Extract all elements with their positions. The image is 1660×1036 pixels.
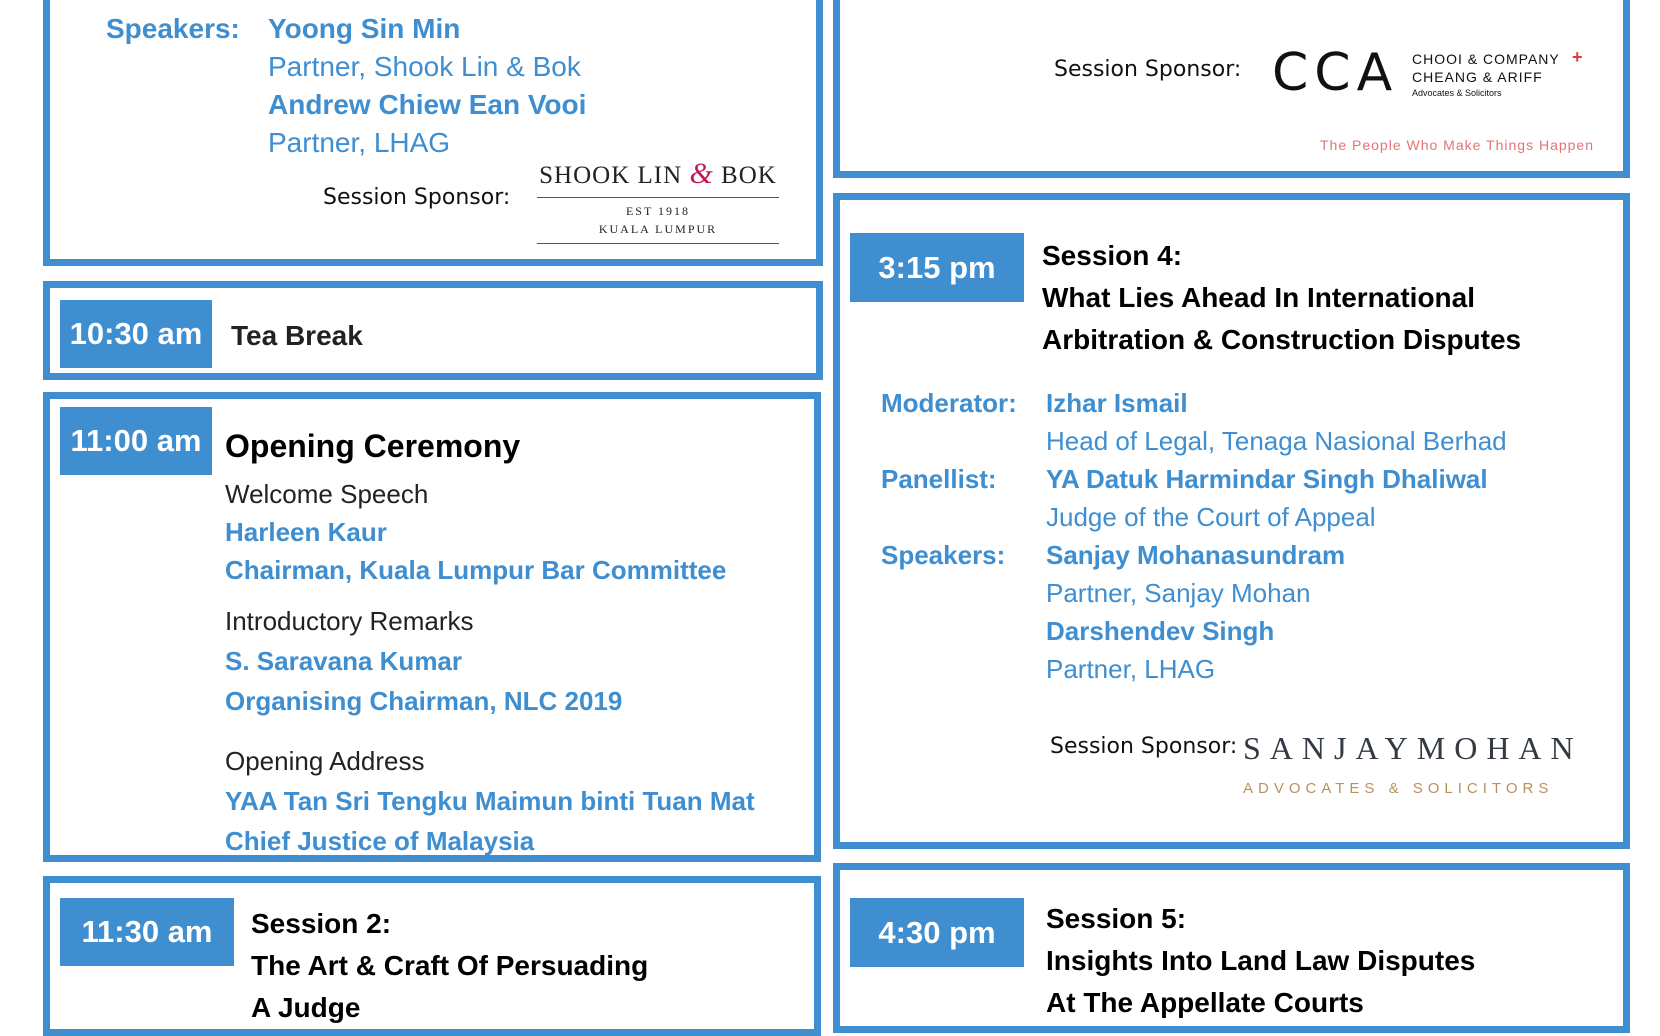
time-badge: 4:30 pm	[850, 898, 1024, 967]
session-title: Tea Break	[231, 320, 363, 351]
speaker-role: Chief Justice of Malaysia	[225, 826, 535, 856]
welcome-speech-label: Welcome Speech	[225, 479, 429, 509]
logo-mark: CCA	[1272, 43, 1399, 103]
opening-address-label: Opening Address	[225, 746, 425, 776]
session-3-box	[833, 0, 1630, 178]
time-badge: 11:30 am	[60, 898, 234, 966]
speaker-name: Yoong Sin Min	[268, 13, 461, 44]
session-subtitle: Arbitration & Construction Disputes	[1042, 324, 1522, 355]
session-title: Session 5:	[1046, 903, 1187, 934]
logo-tagline: The People Who Make Things Happen	[1320, 137, 1594, 153]
moderator-name: Izhar Ismail	[1046, 388, 1188, 418]
cca-logo	[1272, 43, 1602, 153]
time-badge: 11:00 am	[60, 407, 212, 475]
tea-break-box	[43, 281, 823, 380]
speakers-label: Speakers:	[881, 540, 1006, 570]
speakers-label: Speakers:	[106, 13, 240, 44]
session-1-box	[43, 0, 823, 266]
speaker-name: S. Saravana Kumar	[225, 646, 463, 676]
speaker-role: Organising Chairman, NLC 2019	[225, 686, 623, 716]
session-sponsor-label: Session Sponsor:	[1054, 57, 1242, 82]
logo-est: EST 1918	[625, 204, 691, 218]
introductory-remarks-label: Introductory Remarks	[225, 606, 474, 636]
logo-plus: +	[1572, 47, 1583, 67]
speaker-title: Partner, Sanjay Mohan	[1046, 578, 1311, 608]
logo-ampersand: &	[689, 157, 714, 190]
logo-line1: CHOOI & COMPANY	[1412, 51, 1560, 67]
speaker-title: Partner, Shook Lin & Bok	[268, 51, 581, 82]
logo-name: SANJAYMOHAN	[1243, 730, 1583, 766]
speaker-name: Harleen Kaur	[225, 517, 387, 547]
panellist-label: Panellist:	[881, 464, 997, 494]
session-5-box	[833, 863, 1630, 1033]
time-badge: 10:30 am	[60, 300, 212, 368]
logo-line3: Advocates & Solicitors	[1412, 88, 1502, 98]
speaker-name: YAA Tan Sri Tengku Maimun binti Tuan Mat	[225, 786, 755, 816]
speaker-name: Andrew Chiew Ean Vooi	[268, 89, 587, 120]
logo-name-part2: BOK	[721, 162, 777, 189]
logo-line2: CHEANG & ARIFF	[1412, 69, 1543, 85]
session-subtitle: Insights Into Land Law Disputes	[1046, 945, 1476, 976]
session-sponsor-label: Session Sponsor:	[323, 185, 511, 210]
speaker-name: Darshendev Singh	[1046, 616, 1275, 646]
time-badge: 3:15 pm	[850, 233, 1024, 302]
session-subtitle: A Judge	[251, 992, 361, 1023]
session-title: Session 2:	[251, 908, 392, 939]
speaker-name: Sanjay Mohanasundram	[1046, 540, 1346, 570]
speaker-role: Chairman, Kuala Lumpur Bar Committee	[225, 555, 727, 585]
session-subtitle: The Art & Craft Of Persuading	[251, 950, 649, 981]
moderator-title: Head of Legal, Tenaga Nasional Berhad	[1046, 426, 1507, 456]
session-4-box	[833, 193, 1630, 849]
shook-lin-bok-logo	[533, 157, 783, 241]
logo-name-part1: SHOOK LIN	[539, 162, 683, 189]
sanjay-mohan-logo	[1243, 730, 1583, 804]
session-title: Session 4:	[1042, 240, 1183, 271]
speaker-title: Partner, LHAG	[1046, 654, 1216, 684]
speaker-title: Partner, LHAG	[268, 127, 451, 158]
session-subtitle: At The Appellate Courts	[1046, 987, 1364, 1018]
moderator-label: Moderator:	[881, 388, 1017, 418]
logo-sub: ADVOCATES & SOLICITORS	[1243, 780, 1554, 797]
session-title: Opening Ceremony	[225, 428, 521, 464]
opening-ceremony-box	[43, 392, 821, 862]
session-sponsor-label: Session Sponsor:	[1050, 734, 1238, 759]
logo-city: KUALA LUMPUR	[598, 222, 718, 236]
panellist-name: YA Datuk Harmindar Singh Dhaliwal	[1046, 464, 1488, 494]
panellist-title: Judge of the Court of Appeal	[1046, 502, 1376, 532]
session-subtitle: What Lies Ahead In International	[1042, 282, 1476, 313]
session-2-box	[43, 876, 821, 1036]
